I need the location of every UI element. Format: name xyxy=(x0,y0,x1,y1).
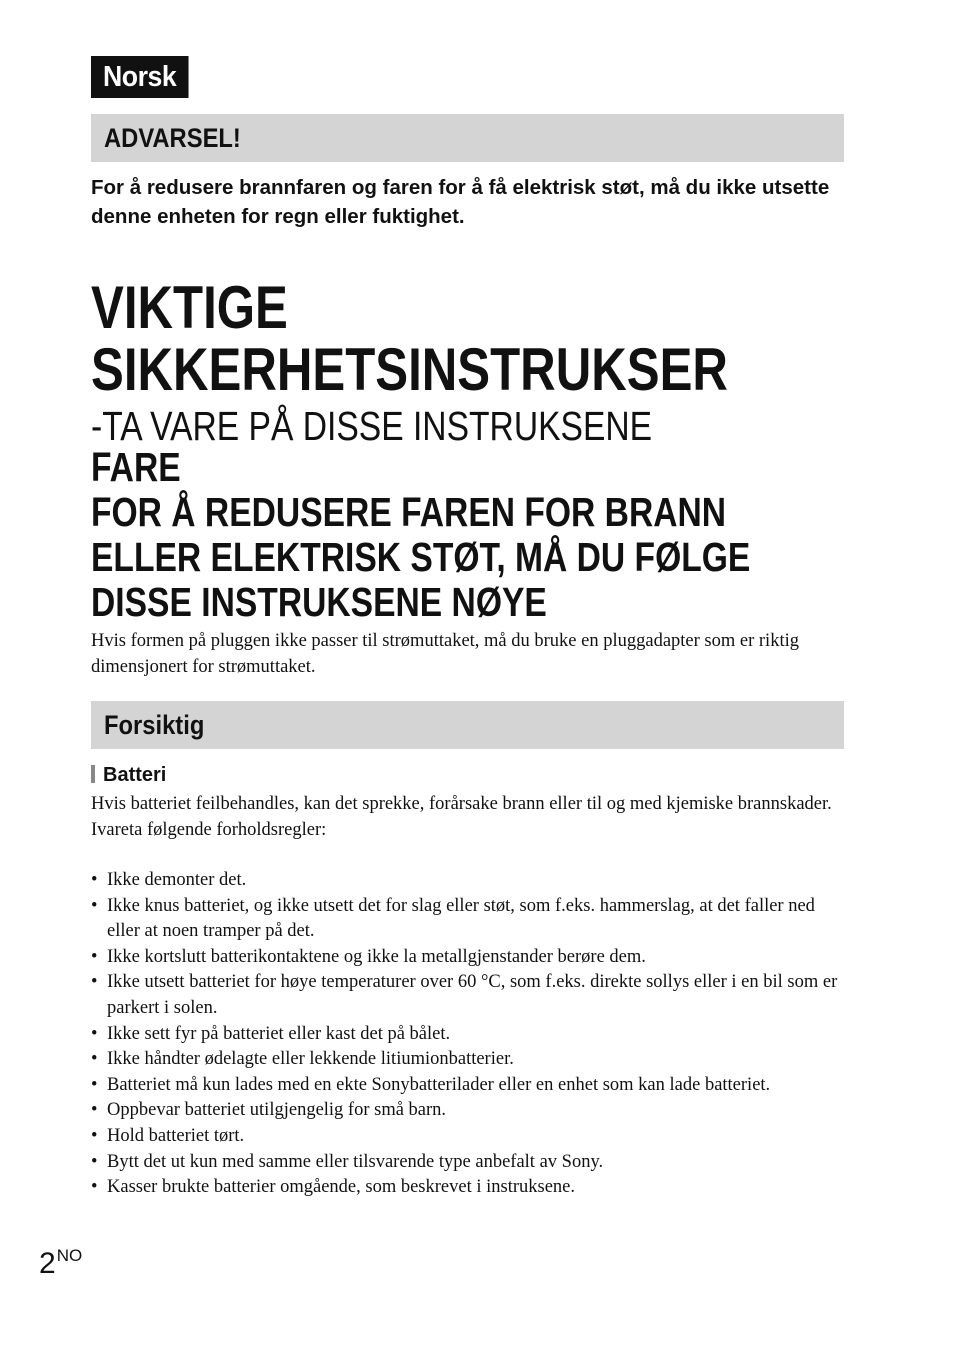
battery-heading xyxy=(91,762,166,788)
list-item: • Ikke knus batteriet, og ikke utsett det for slag eller støt, som f.eks. hammerslag, at det faller ned eller at noen tramper på det. xyxy=(91,894,851,945)
advarsel-heading-band xyxy=(91,114,844,162)
instruction-line1: FOR Å REDUSERE FAREN FOR BRANN xyxy=(91,489,727,535)
safety-title-line2: SIKKERHETSINSTRUKSER xyxy=(91,336,728,403)
list-item: • Kasser brukte batterier omgående, som beskrevet i instruksene. xyxy=(91,1175,851,1201)
forsiktig-heading-band xyxy=(91,701,844,749)
list-item: • Ikke utsett batteriet for høye temperaturer over 60 °C, som f.eks. direkte sollys eller i en bil som er parkert i solen. xyxy=(91,970,851,1021)
instruction-line3: DISSE INSTRUKSENE NØYE xyxy=(91,579,547,625)
safety-subtitle: -TA VARE PÅ DISSE INSTRUKSENE xyxy=(91,403,653,449)
page-number-suffix: NO xyxy=(56,1246,83,1265)
list-item: • Bytt det ut kun med samme eller tilsvarende type anbefalt av Sony. xyxy=(91,1150,851,1176)
list-item: • Hold batteriet tørt. xyxy=(91,1124,851,1150)
advarsel-heading: ADVARSEL! xyxy=(104,123,241,153)
page-number xyxy=(39,1238,82,1282)
forsiktig-heading: Forsiktig xyxy=(104,710,205,740)
list-item: • Ikke kortslutt batterikontaktene og ikke la metallgjenstander berøre dem. xyxy=(91,945,851,971)
battery-intro: Hvis batteriet feilbehandles, kan det sprekke, forårsake brann eller til og med kjemiske brannskader. Ivareta følgende forholdsregler: xyxy=(91,794,832,840)
safety-title-line1: VIKTIGE xyxy=(91,274,288,341)
list-item: • Ikke sett fyr på batteriet eller kast det på bålet. xyxy=(91,1022,851,1048)
battery-heading-text: Batteri xyxy=(103,764,167,786)
language-tab: Norsk xyxy=(91,56,188,98)
list-item: • Oppbevar batteriet utilgjengelig for små barn. xyxy=(91,1098,851,1124)
section-marker xyxy=(91,765,95,783)
list-item: • Ikke demonter det. xyxy=(91,868,851,894)
instruction-line2: ELLER ELEKTRISK STØT, MÅ DU FØLGE xyxy=(91,534,751,580)
fare-heading: FARE xyxy=(91,444,181,490)
list-item: • Ikke håndter ødelagte eller lekkende litiumionbatterier. xyxy=(91,1047,851,1073)
plug-text: Hvis formen på pluggen ikke passer til strømuttaket, må du bruke en pluggadapter som er riktig dimensjonert for strømuttaket. xyxy=(91,631,799,677)
advarsel-text: For å redusere brannfaren og faren for å få elektrisk støt, må du ikke utsette denne enheten for regn eller fuktighet. xyxy=(91,176,830,228)
page-number-value: 2 xyxy=(39,1247,56,1280)
list-item: • Batteriet må kun lades med en ekte Sonybatterilader eller en enhet som kan lade batteriet. xyxy=(91,1073,851,1099)
battery-precautions-list xyxy=(91,868,851,1201)
